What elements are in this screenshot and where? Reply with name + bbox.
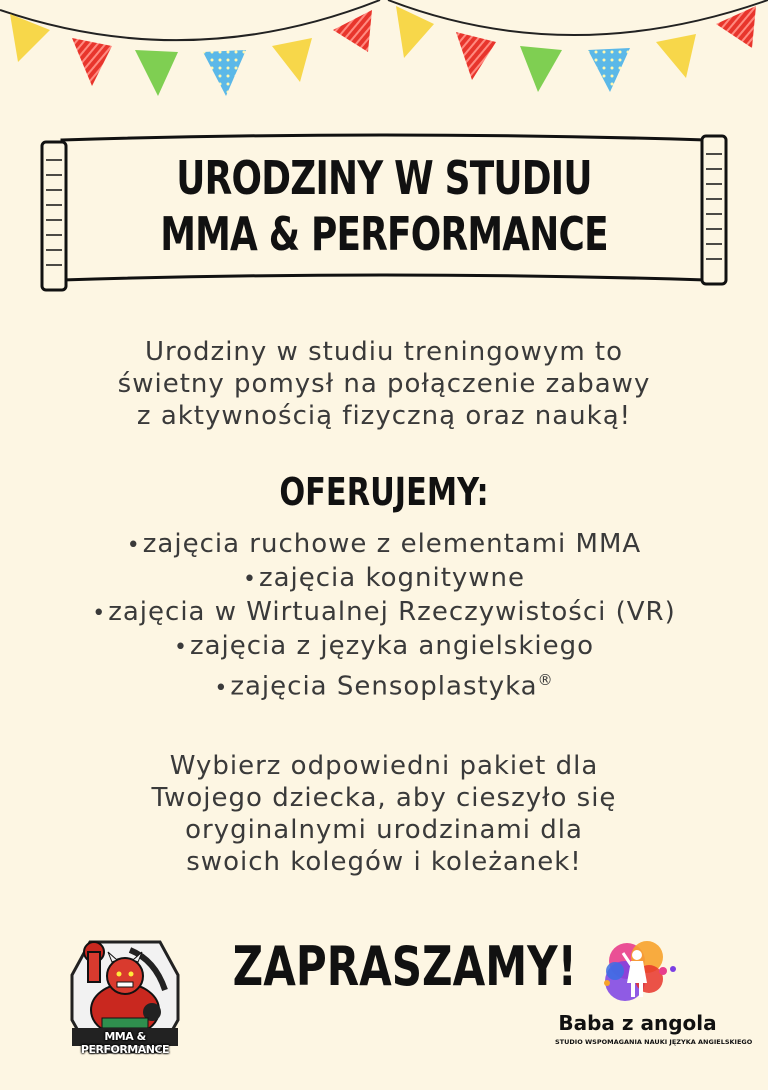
closing-paragraph [60, 750, 708, 878]
intro-paragraph [60, 336, 708, 432]
bullet-icon: • [242, 567, 257, 592]
offer-item-sensoplastyka: •zajęcia Sensoplastyka® [214, 671, 554, 702]
baba-z-angola-name: Baba z angola [558, 1011, 717, 1035]
mma-logo-text: MMA & PERFORMANCE [80, 1030, 170, 1056]
bullet-icon: • [92, 601, 107, 626]
title-line-1: URODZINY W STUDIU [176, 151, 592, 205]
mma-performance-logo [70, 930, 180, 1055]
intro-line-2: świetny pomysł na połączenie zabawy [117, 369, 651, 399]
offer-item-vr: •zajęcia w Wirtualnej Rzeczywistości (VR) [92, 597, 676, 627]
party-bunting-flags-icon [0, 0, 768, 110]
offer-heading: OFERUJEMY: [279, 470, 489, 514]
intro-line-1: Urodziny w studiu treningowym to [144, 337, 624, 367]
girl-with-color-splash-icon [555, 935, 720, 1011]
intro-line-3: z aktywnością fizyczną oraz nauką! [136, 401, 632, 431]
bullet-icon: • [126, 533, 141, 558]
baba-z-angola-tagline: STUDIO WSPOMAGANIA NAUKI JĘZYKA ANGIELSKIEGO [555, 1038, 753, 1046]
title-line-2: MMA & PERFORMANCE [160, 207, 608, 261]
offer-list [30, 528, 738, 705]
offer-item-cognitive: •zajęcia kognitywne [242, 563, 526, 593]
closing-line-1: Wybierz odpowiedni pakiet dla [169, 751, 599, 781]
page-title [147, 150, 621, 262]
bullet-icon: • [173, 635, 188, 660]
offer-item-english: •zajęcia z języka angielskiego [173, 631, 595, 661]
closing-line-2: Twojego dziecka, aby cieszyło się [151, 783, 617, 813]
baba-z-angola-logo [555, 935, 753, 1055]
bullet-icon: • [214, 675, 229, 701]
closing-line-4: swoich kolegów i koleżanek! [186, 847, 582, 877]
invitation-heading: ZAPRASZAMY! [232, 935, 577, 998]
trademark-symbol: ® [537, 671, 554, 689]
offer-item-mma: •zajęcia ruchowe z elementami MMA [126, 529, 642, 559]
closing-line-3: oryginalnymi urodzinami dla [185, 815, 583, 845]
